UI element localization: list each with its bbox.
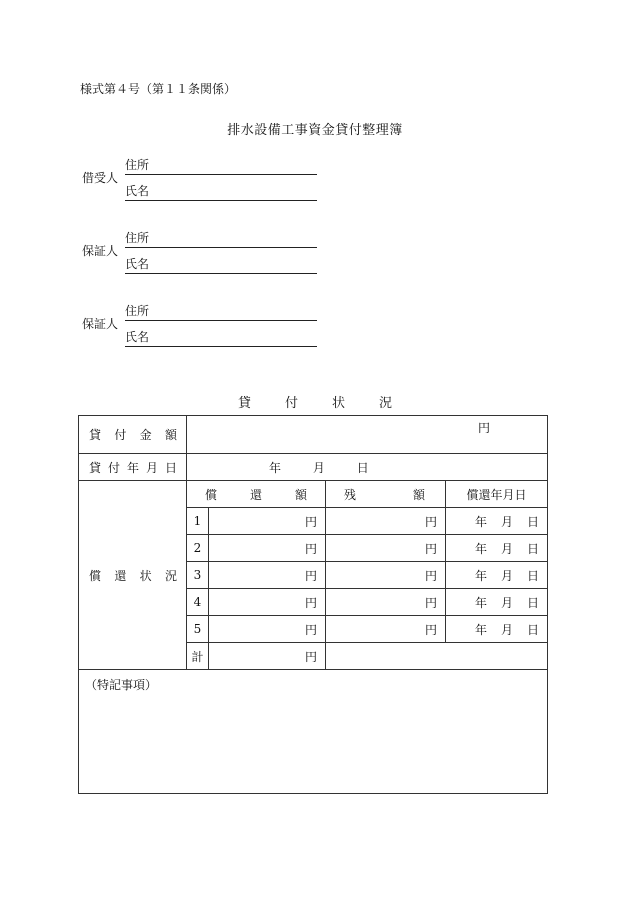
month-unit: 月	[500, 595, 513, 610]
address-field[interactable]	[125, 230, 317, 248]
day-unit: 日	[527, 622, 540, 637]
year-unit: 年	[474, 541, 487, 556]
header-char: 還	[249, 487, 262, 502]
name-label: 氏名	[125, 184, 150, 198]
year-unit: 年	[474, 568, 487, 583]
name-label: 氏名	[125, 330, 150, 344]
yen-unit: 円	[304, 622, 317, 637]
status-title-char: 付	[284, 396, 298, 411]
repayment-date-cell[interactable]	[446, 562, 548, 589]
month-unit: 月	[312, 460, 325, 475]
day-unit: 日	[527, 568, 540, 583]
year-unit: 年	[474, 622, 487, 637]
row-number: 3	[187, 562, 209, 589]
repayment-header-row	[79, 481, 548, 508]
repayment-date-cell[interactable]	[446, 589, 548, 616]
party-role: 保証人	[82, 317, 119, 331]
yen-unit: 円	[304, 514, 317, 529]
guarantor-block-1	[80, 230, 320, 270]
yen-unit: 円	[304, 595, 317, 610]
total-blank-cell	[326, 643, 548, 670]
day-unit: 日	[527, 514, 540, 529]
loan-status-table	[78, 415, 548, 794]
header-char: 額	[412, 487, 425, 502]
loan-date-row	[79, 454, 548, 481]
status-title-char: 状	[332, 396, 346, 411]
repayment-amount-cell[interactable]	[209, 616, 326, 643]
row-number: 2	[187, 535, 209, 562]
year-unit: 年	[269, 460, 282, 475]
address-field[interactable]	[125, 157, 317, 175]
yen-unit: 円	[304, 649, 317, 664]
row-number: 4	[187, 589, 209, 616]
repayment-amount-header	[187, 481, 326, 508]
year-unit: 年	[474, 514, 487, 529]
balance-cell[interactable]	[326, 589, 446, 616]
year-unit: 年	[474, 595, 487, 610]
row-number: 1	[187, 508, 209, 535]
loan-amount-cell[interactable]	[187, 416, 548, 454]
loan-date-cell[interactable]	[187, 454, 548, 481]
day-unit: 日	[527, 595, 540, 610]
yen-unit: 円	[424, 595, 437, 610]
name-label: 氏名	[125, 257, 150, 271]
month-unit: 月	[500, 622, 513, 637]
party-role: 保証人	[82, 244, 119, 258]
name-field[interactable]	[125, 183, 317, 201]
form-number: 様式第４号（第１１条関係）	[80, 82, 237, 96]
guarantor-block-2	[80, 303, 320, 343]
address-label: 住所	[125, 304, 150, 318]
repayment-date-cell[interactable]	[446, 508, 548, 535]
header-char: 残	[344, 487, 357, 502]
yen-unit: 円	[478, 421, 491, 435]
header-char: 償	[205, 487, 218, 502]
balance-cell[interactable]	[326, 508, 446, 535]
notes-label: （特記事項）	[85, 678, 158, 692]
repayment-date-cell[interactable]	[446, 616, 548, 643]
party-role: 借受人	[82, 171, 119, 185]
row-number: 5	[187, 616, 209, 643]
day-unit: 日	[356, 460, 369, 475]
repayment-amount-cell[interactable]	[209, 589, 326, 616]
loan-date-label: 貸付年月日	[79, 454, 187, 481]
yen-unit: 円	[424, 622, 437, 637]
notes-cell[interactable]	[79, 670, 548, 794]
address-label: 住所	[125, 158, 150, 172]
yen-unit: 円	[424, 514, 437, 529]
day-unit: 日	[527, 541, 540, 556]
repayment-amount-cell[interactable]	[209, 535, 326, 562]
loan-status-title	[0, 392, 630, 411]
name-field[interactable]	[125, 256, 317, 274]
notes-row	[79, 670, 548, 794]
yen-unit: 円	[424, 541, 437, 556]
name-field[interactable]	[125, 329, 317, 347]
borrower-block	[80, 157, 320, 197]
repayment-date-header: 償還年月日	[446, 481, 548, 508]
repayment-status-label: 償還状況	[79, 481, 187, 670]
balance-header	[326, 481, 446, 508]
balance-cell[interactable]	[326, 562, 446, 589]
yen-unit: 円	[304, 541, 317, 556]
status-title-char: 況	[379, 396, 393, 411]
repayment-amount-cell[interactable]	[209, 508, 326, 535]
month-unit: 月	[500, 514, 513, 529]
balance-cell[interactable]	[326, 616, 446, 643]
status-title-char: 貸	[237, 396, 251, 411]
month-unit: 月	[500, 541, 513, 556]
loan-amount-row	[79, 416, 548, 454]
repayment-amount-cell[interactable]	[209, 562, 326, 589]
document-title: 排水設備工事資金貸付整理簿	[227, 123, 403, 138]
yen-unit: 円	[304, 568, 317, 583]
total-label: 計	[187, 643, 209, 670]
address-field[interactable]	[125, 303, 317, 321]
balance-cell[interactable]	[326, 535, 446, 562]
loan-amount-label: 貸付金額	[79, 416, 187, 454]
address-label: 住所	[125, 231, 150, 245]
header-char: 額	[294, 487, 307, 502]
total-amount-cell[interactable]	[209, 643, 326, 670]
month-unit: 月	[500, 568, 513, 583]
repayment-date-cell[interactable]	[446, 535, 548, 562]
yen-unit: 円	[424, 568, 437, 583]
